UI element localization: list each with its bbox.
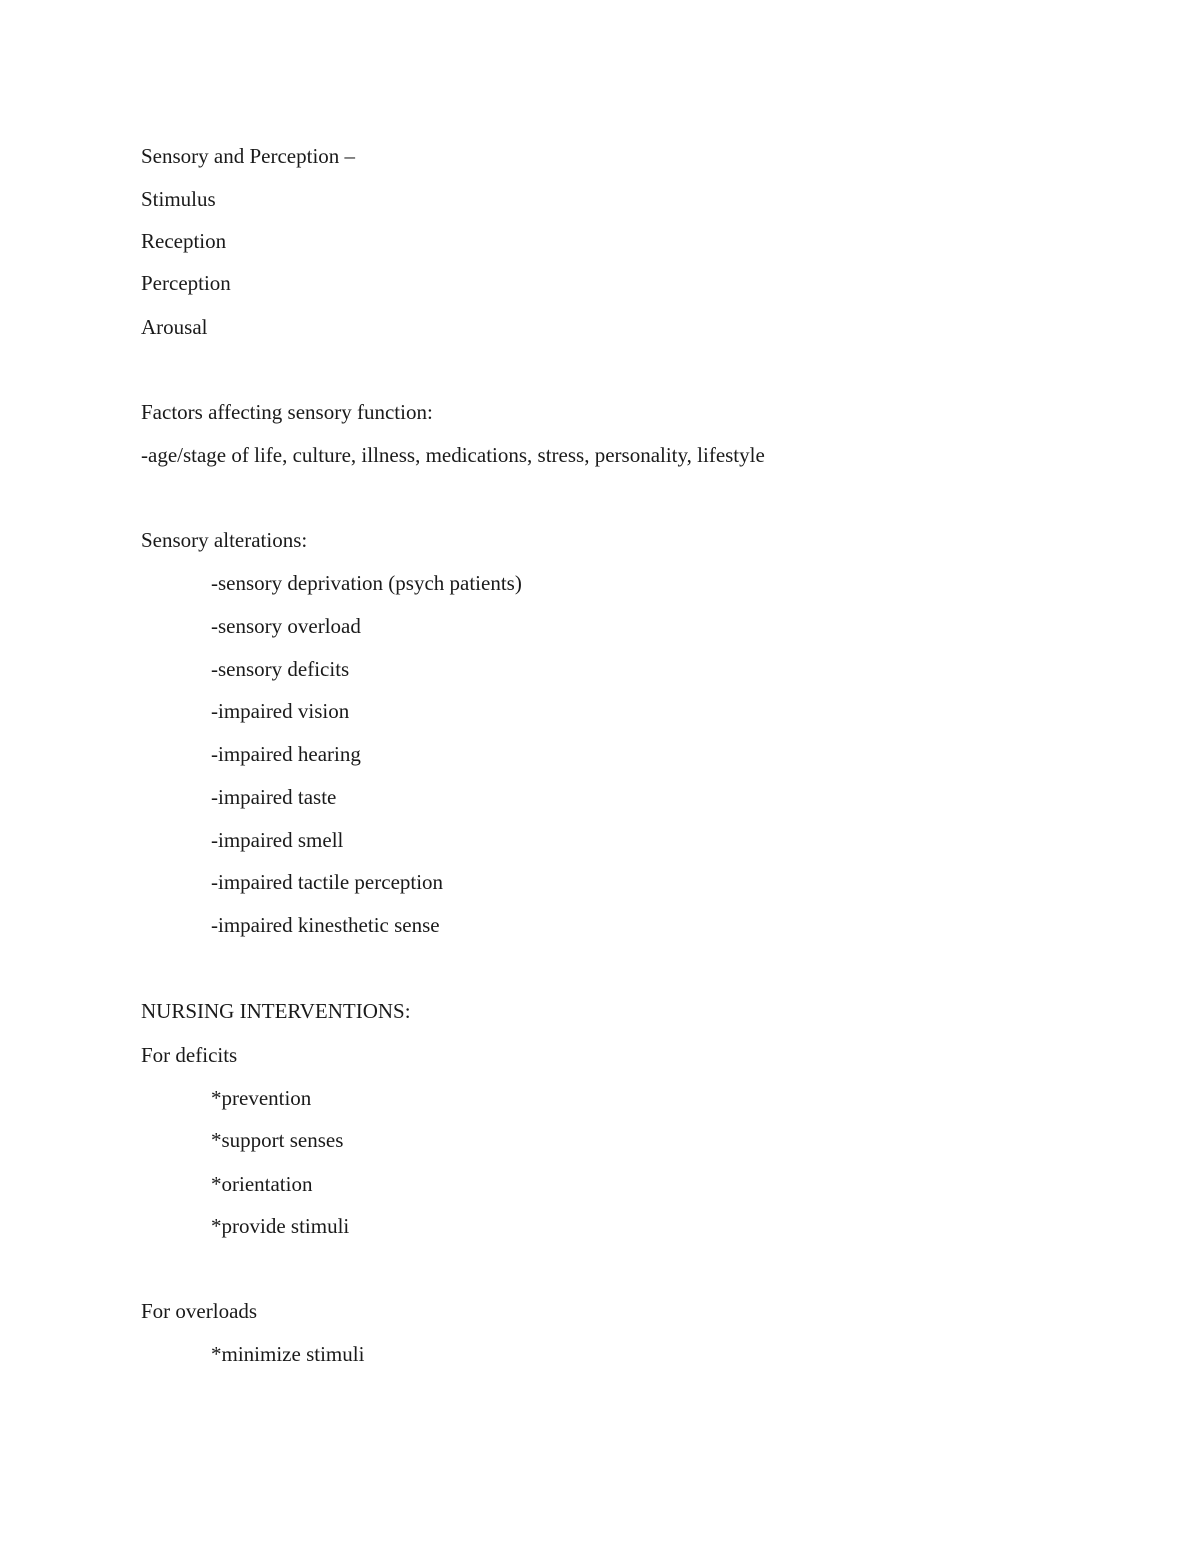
list-item: Arousal	[141, 315, 208, 339]
section-heading-sensory-perception: Sensory and Perception –	[141, 144, 356, 168]
list-item: -sensory deficits	[211, 657, 350, 681]
list-item: *provide stimuli	[211, 1214, 350, 1238]
list-item: -impaired hearing	[211, 742, 361, 766]
list-item: -impaired vision	[211, 699, 350, 723]
list-item: *minimize stimuli	[211, 1342, 365, 1366]
factors-text: -age/stage of life, culture, illness, medications, stress, personality, lifestyle	[141, 443, 765, 467]
list-item: -sensory deprivation (psych patients)	[211, 571, 522, 595]
list-item: -impaired tactile perception	[211, 870, 444, 894]
section-heading-alterations: Sensory alterations:	[141, 528, 308, 552]
section-heading-nursing-interventions: NURSING INTERVENTIONS:	[141, 999, 411, 1023]
list-item: Reception	[141, 229, 227, 253]
list-item: -impaired kinesthetic sense	[211, 913, 440, 937]
list-item: -sensory overload	[211, 614, 361, 638]
list-item: -impaired smell	[211, 828, 344, 852]
list-item: Perception	[141, 271, 231, 295]
subheading-overloads: For overloads	[141, 1299, 258, 1323]
list-item: Stimulus	[141, 187, 216, 211]
section-heading-factors: Factors affecting sensory function:	[141, 400, 433, 424]
subheading-deficits: For deficits	[141, 1043, 238, 1067]
list-item: *support senses	[211, 1128, 344, 1152]
list-item: -impaired taste	[211, 785, 337, 809]
list-item: *prevention	[211, 1086, 312, 1110]
list-item: *orientation	[211, 1172, 313, 1196]
